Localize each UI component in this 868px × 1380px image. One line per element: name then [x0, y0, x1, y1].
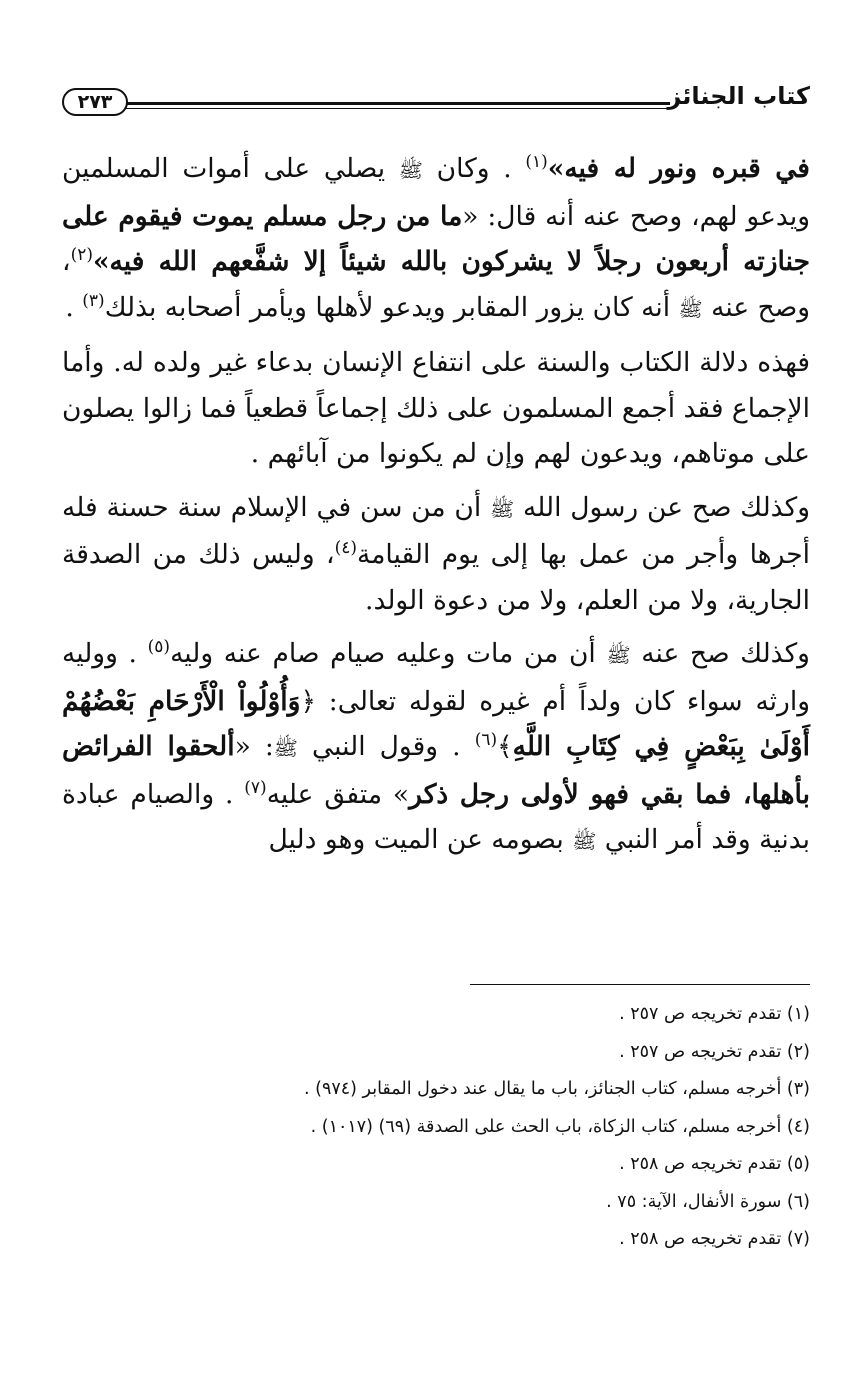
text-run: ﴾ [497, 731, 513, 762]
text-run: أن من سن في الإسلام سنة حسنة فله أجرها وأجر من عمل بها إلى يوم القيامة [62, 491, 810, 570]
header-rule [124, 102, 670, 105]
salutation-symbol: ﷺ [572, 829, 597, 853]
footnote-item: (٧) تقدم تخريجه ص ٢٥٨ . [619, 1229, 810, 1249]
body-paragraph [62, 631, 810, 865]
running-header [62, 78, 810, 122]
bold-quote-text: في قبره ونور له فيه» [547, 153, 810, 184]
bold-quote-text: ما من رجل مسلم يموت فيقوم على جنازته أربعون رجلاً لا يشركون بالله شيئاً إلا شفَّعهم الله فيه» [62, 200, 810, 277]
text-run: وكذلك صح عن رسول الله [514, 491, 810, 523]
footnote-marker: (٣) [82, 290, 105, 311]
text-run: . وقول النبي [297, 731, 475, 762]
footnote-marker: (٢) [70, 245, 93, 266]
footnote-marker: (٧) [244, 777, 267, 798]
text-run: فهذه دلالة الكتاب والسنة على انتفاع الإنسان بدعاء غير ولده له. وأما الإجماع فقد أجمع المسلمون على ذلك إجماعاً قطعياً فما زالوا يصلون على موتاهم، ويدعون لهم وإن لم يكونوا من آبائهم . [62, 347, 810, 469]
body-paragraph [62, 485, 810, 624]
salutation-symbol: ﷺ [398, 158, 423, 182]
footnote-item: (٢) تقدم تخريجه ص ٢٥٧ . [619, 1041, 810, 1062]
text-run: . ووليه وارثه سواء كان ولداً أم غيره لقوله تعالى: ﴿ [62, 638, 810, 717]
body-paragraph [62, 146, 810, 332]
text-run: بصومه عن الميت وهو دليل [268, 824, 573, 855]
footnote-marker: (١) [525, 152, 548, 173]
text-run: . [65, 291, 83, 323]
page-number: ٢٧٣ [62, 88, 128, 116]
bold-quote-text: وَأُوْلُواْ الْأَرْحَامِ بَعْضُهُمْ أَوْلَىٰ بِبَعْضٍ فِي كِتَابِ اللَّهِ [62, 685, 810, 762]
chapter-title: كتاب الجنائز [667, 82, 810, 110]
footnote-item: (١) تقدم تخريجه ص ٢٥٧ . [619, 1004, 810, 1024]
salutation-symbol: ﷺ [490, 496, 515, 521]
text-run: وكذلك صح عنه [630, 638, 810, 669]
footnote-item: (٦) سورة الأنفال، الآية: ٧٥ . [606, 1191, 810, 1212]
footnote-marker: (٦) [474, 730, 498, 751]
footnote-divider [470, 984, 810, 985]
text-run: : « [234, 731, 274, 762]
text-run: أنه كان يزور المقابر ويدعو لأهلها ويأمر أصحابه بذلك [104, 291, 679, 323]
text-run: ، وصح عنه [62, 246, 810, 323]
salutation-symbol: ﷺ [678, 296, 703, 321]
text-run: » متفق عليه [266, 778, 410, 810]
salutation-symbol: ﷺ [606, 643, 631, 667]
footnotes-list [62, 996, 810, 1259]
body-paragraph [62, 340, 810, 477]
footnote-item: (٥) تقدم تخريجه ص ٢٥٨ . [619, 1154, 810, 1174]
text-run: . والصيام عبادة بدنية وقد أمر النبي [62, 778, 810, 855]
footnote-item: (٤) أخرجه مسلم، كتاب الزكاة، باب الحث على الصدقة (٦٩) (١٠١٧) . [310, 1116, 810, 1137]
salutation-symbol: ﷺ [273, 736, 298, 760]
header-rule-thin [124, 108, 670, 109]
text-run: . وكان [422, 153, 526, 184]
text-run: يصلي على أموات المسلمين ويدعو لهم، وصح عنه أنه قال: « [62, 153, 811, 232]
text-run: أن من مات وعليه صيام صام عنه وليه [170, 638, 607, 669]
main-text [62, 146, 810, 865]
footnote-item: (٣) أخرجه مسلم، كتاب الجنائز، باب ما يقال عند دخول المقابر (٩٧٤) . [304, 1079, 810, 1099]
footnote-marker: (٤) [334, 538, 358, 559]
bold-quote-text: ألحقوا الفرائض بأهلها، فما بقي فهو لأولى رجل ذكر [62, 731, 810, 810]
text-run: ، وليس ذلك من الصدقة الجارية، ولا من العلم، ولا من دعوة الولد. [62, 539, 810, 616]
footnote-marker: (٥) [147, 637, 171, 658]
